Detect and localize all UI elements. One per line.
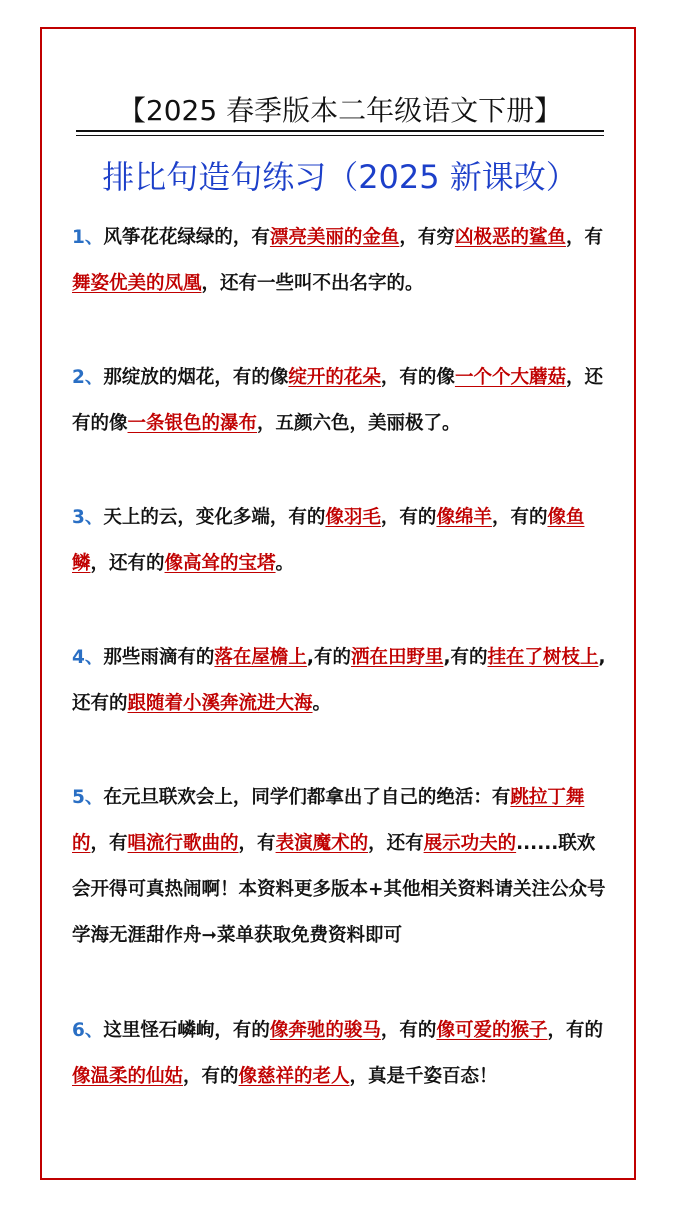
answer-phrase: 像高耸的宝塔	[164, 553, 276, 574]
answer-phrase: 落在屋檐上	[214, 647, 307, 668]
item-text: ，五颜六色，美丽极了。	[257, 413, 461, 434]
item-text: ，有的	[380, 507, 437, 528]
item-text: ,有的	[306, 647, 351, 668]
item-text: ，有的像	[380, 367, 455, 388]
answer-phrase: 像羽毛	[325, 507, 381, 528]
item-number: 3	[72, 507, 85, 528]
item-text: 。	[275, 553, 295, 574]
answer-phrase: 像可爱的猴子	[436, 1020, 548, 1041]
item-text: ，有的	[491, 507, 548, 528]
item-text: ，有的	[183, 1066, 239, 1087]
answer-phrase: 唱流行歌曲的	[127, 833, 239, 854]
item-text: 那绽放的烟花，有的像	[103, 367, 289, 388]
item-text: ，有穷	[399, 227, 455, 248]
item-text: 那些雨滴有的	[103, 647, 215, 668]
exercise-item-6: 6、这里怪石嶙峋，有的像奔驰的骏马，有的像可爱的猴子，有的像温柔的仙姑，有的像慈祥的老人，真是千姿百态！	[72, 1020, 603, 1087]
item-text: ，有	[565, 227, 603, 248]
item-text: ，还有的	[90, 553, 165, 574]
page-subtitle: 排比句造句练习（2025 新课改）	[102, 158, 578, 196]
answer-phrase: 像奔驰的骏马	[269, 1020, 381, 1041]
answer-phrase: 像绵羊	[436, 507, 492, 528]
answer-phrase: 表演魔术的	[275, 833, 369, 854]
item-number: 1	[72, 227, 85, 248]
exercise-item-5: 5、在元旦联欢会上，同学们都拿出了自己的绝活：有跳拉丁舞的，有唱流行歌曲的，有表演魔术的，还有展示功夫的......联欢会开得可真热闹啊！本资料更多版本+其他相关资料请关注公众号学海无涯甜作舟➞菜单获取免费资料即可	[72, 787, 606, 946]
item-text: ，有	[238, 833, 276, 854]
item-text: ,还有的	[72, 647, 606, 714]
item-number: 2	[72, 367, 85, 388]
item-text: ，有的	[547, 1020, 603, 1041]
item-text: 在元旦联欢会上，同学们都拿出了自己的绝活：有	[103, 787, 511, 808]
answer-phrase: 绽开的花朵	[288, 367, 381, 388]
item-number: 4	[72, 647, 85, 668]
answer-phrase: 跟随着小溪奔流进大海	[127, 693, 313, 714]
item-text: ，有	[90, 833, 128, 854]
exercise-item-2: 2、那绽放的烟花，有的像绽开的花朵，有的像一个个大蘑菇，还有的像一条银色的瀑布，五颜六色，美丽极了。	[72, 367, 603, 434]
item-text: ，有的	[380, 1020, 437, 1041]
page-title: 【2025 春季版本二年级语文下册】	[117, 94, 563, 127]
item-text: ，还有的像	[72, 367, 603, 434]
item-text: ,有的	[443, 647, 488, 668]
answer-phrase: 像慈祥的老人	[238, 1066, 350, 1087]
item-text: ，还有	[368, 833, 424, 854]
item-text: 这里怪石嶙峋，有的	[103, 1020, 270, 1041]
item-text: 。	[312, 693, 332, 714]
item-text: ，还有一些叫不出名字的。	[201, 273, 424, 294]
answer-phrase: 像鱼鳞	[72, 507, 585, 574]
exercise-item-3: 3、天上的云，变化多端，有的像羽毛，有的像绵羊，有的像鱼鳞，还有的像高耸的宝塔。	[72, 507, 585, 574]
title-underline-thick	[76, 130, 604, 132]
item-text: ，真是千姿百态！	[349, 1066, 498, 1087]
answer-phrase: 像温柔的仙姑	[72, 1066, 184, 1087]
exercise-item-4: 4、那些雨滴有的落在屋檐上,有的洒在田野里,有的挂在了树枝上,还有的跟随着小溪奔流进大海。	[72, 647, 606, 714]
item-text: ......联欢会开得可真热闹啊！本资料更多版本+其他相关资料请关注公众号学海无涯甜作舟➞菜单获取免费资料即可	[72, 833, 606, 946]
answer-phrase: 凶极恶的鲨鱼	[454, 227, 566, 248]
answer-phrase: 跳拉丁舞的	[72, 787, 585, 854]
answer-phrase: 一条银色的瀑布	[127, 413, 258, 434]
answer-phrase: 挂在了树枝上	[487, 647, 599, 668]
answer-phrase: 漂亮美丽的金鱼	[269, 227, 400, 248]
title-underline-thin	[76, 135, 604, 136]
answer-phrase: 展示功夫的	[423, 833, 517, 854]
item-text: 天上的云，变化多端，有的	[103, 507, 326, 528]
item-text: 风筝花花绿绿的，有	[103, 227, 270, 248]
item-number: 6	[72, 1020, 85, 1041]
answer-phrase: 舞姿优美的凤凰	[72, 273, 202, 294]
answer-phrase: 一个个大蘑菇	[454, 367, 566, 388]
item-number: 5	[72, 787, 85, 808]
exercise-item-1: 1、风筝花花绿绿的，有漂亮美丽的金鱼，有穷凶极恶的鲨鱼，有舞姿优美的凤凰，还有一些叫不出名字的。	[72, 227, 603, 294]
answer-phrase: 洒在田野里	[350, 647, 444, 668]
